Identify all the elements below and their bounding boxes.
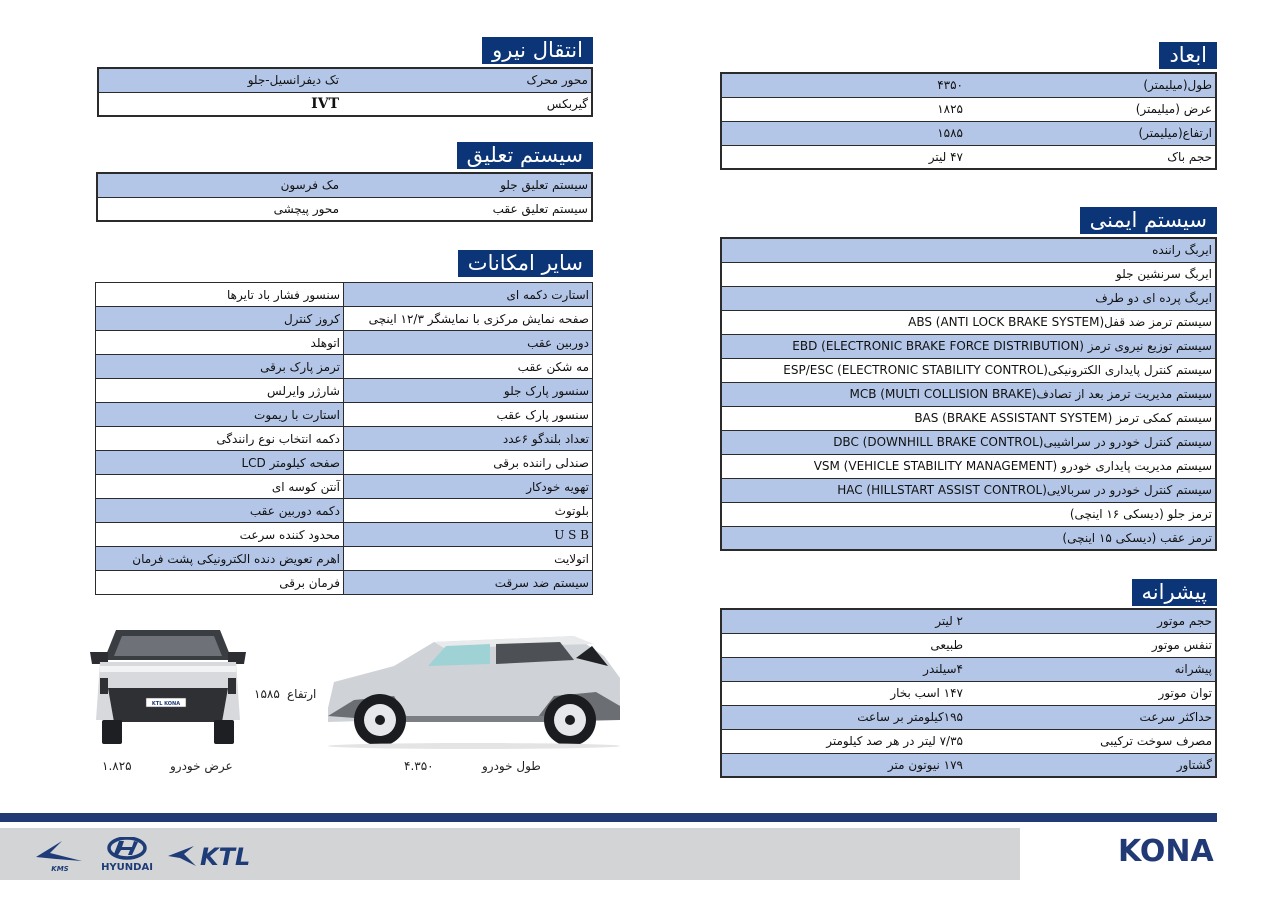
row-label: عرض (میلیمتر) xyxy=(966,97,1216,121)
table-row xyxy=(721,609,1216,633)
feature-cell: محدود کننده سرعت xyxy=(96,523,344,547)
row-label: حجم باک xyxy=(966,145,1216,169)
row-label: محور محرک xyxy=(342,68,592,92)
table-row xyxy=(97,173,592,197)
table-row xyxy=(96,427,593,451)
front-width-value: ۱.۸۲۵ xyxy=(102,759,132,773)
row-label: گیربکس xyxy=(342,92,592,116)
drivetrain-table xyxy=(97,67,593,117)
row-label: گشتاور xyxy=(966,753,1216,777)
front-width-label: عرض خودرو xyxy=(170,759,233,773)
feature-cell: سیستم ضد سرقت xyxy=(344,571,593,595)
table-row xyxy=(96,547,593,571)
safety-feature: سیستم کمکی ترمز (BAS (BRAKE ASSISTANT SYSTEM xyxy=(721,406,1216,430)
table-row xyxy=(721,430,1216,454)
other-features-section xyxy=(95,250,593,595)
other-features-title: سایر امکانات xyxy=(458,250,593,277)
feature-cell: اتولایت xyxy=(344,547,593,571)
model-name: KONA xyxy=(1118,834,1214,869)
suspension-table xyxy=(96,172,593,222)
car-side-illustration xyxy=(324,630,624,750)
table-row xyxy=(721,681,1216,705)
table-row xyxy=(96,475,593,499)
row-value: ۲ لیتر xyxy=(721,609,966,633)
feature-cell: صندلی راننده برقی xyxy=(344,451,593,475)
table-row xyxy=(721,286,1216,310)
table-row xyxy=(721,657,1216,681)
table-row xyxy=(96,571,593,595)
table-row xyxy=(98,68,592,92)
side-length-value: ۴.۳۵۰ xyxy=(404,759,434,773)
table-row xyxy=(721,310,1216,334)
table-row xyxy=(96,523,593,547)
kms-logo-text: KMS xyxy=(51,865,69,873)
safety-feature: سیستم کنترل خودرو در سراشیبی(DBC (DOWNHILL BRAKE CONTROL xyxy=(721,430,1216,454)
feature-cell: تعداد بلندگو ۶عدد xyxy=(344,427,593,451)
other-features-table xyxy=(95,282,593,595)
row-value: ۱۷۹ نیوتون متر xyxy=(721,753,966,777)
table-row xyxy=(721,753,1216,777)
row-value: IVT xyxy=(98,92,342,116)
feature-cell: فرمان برقی xyxy=(96,571,344,595)
row-value: ۱۵۸۵ xyxy=(721,121,966,145)
table-row xyxy=(721,406,1216,430)
feature-cell: صفحه نمایش مرکزی با نمایشگر ۱۲/۳ اینچی xyxy=(344,307,593,331)
front-height-label: ارتفاع xyxy=(287,687,317,701)
front-plate-text: KTL KONA xyxy=(151,701,181,707)
row-label: تنفس موتور xyxy=(966,633,1216,657)
safety-feature: ایربگ راننده xyxy=(721,238,1216,262)
row-label: ارتفاع(میلیمتر) xyxy=(966,121,1216,145)
safety-title: سیستم ایمنی xyxy=(1080,207,1217,234)
safety-feature: ترمز جلو (دیسکی ۱۶ اینچی) xyxy=(721,502,1216,526)
feature-cell: سنسور فشار باد تایرها xyxy=(96,283,344,307)
hyundai-logo-icon xyxy=(94,837,160,873)
row-value: ۱۸۲۵ xyxy=(721,97,966,121)
row-value: ۷/۳۵ لیتر در هر صد کیلومتر xyxy=(721,729,966,753)
feature-cell: دکمه دوربین عقب xyxy=(96,499,344,523)
dimensions-section xyxy=(720,42,1217,172)
table-row xyxy=(98,92,592,116)
table-row xyxy=(721,97,1216,121)
car-front-illustration xyxy=(86,622,250,746)
safety-feature: سیستم کنترل خودرو در سربالایی(HAC (HILLSTART ASSIST CONTROL xyxy=(721,478,1216,502)
ktl-logo-icon xyxy=(166,840,256,870)
ktl-logo-text: KTL xyxy=(200,843,251,870)
table-row xyxy=(721,238,1216,262)
row-label: حجم موتور xyxy=(966,609,1216,633)
safety-feature: ایربگ سرنشین جلو xyxy=(721,262,1216,286)
row-value: محور پیچشی xyxy=(97,197,342,221)
hyundai-logo-text: HYUNDAI xyxy=(101,862,153,873)
row-label: توان موتور xyxy=(966,681,1216,705)
footer-blue-bar xyxy=(0,813,1217,822)
feature-cell: دکمه انتخاب نوع رانندگی xyxy=(96,427,344,451)
dimensions-title: ابعاد xyxy=(1159,42,1217,69)
safety-feature: ایربگ پرده ای دو طرف xyxy=(721,286,1216,310)
safety-table xyxy=(720,237,1217,551)
table-row xyxy=(96,379,593,403)
feature-cell: سنسور پارک جلو xyxy=(344,379,593,403)
table-row xyxy=(721,73,1216,97)
feature-cell: آنتن کوسه ای xyxy=(96,475,344,499)
table-row xyxy=(721,633,1216,657)
dimensions-table xyxy=(720,72,1217,170)
row-value: تک دیفرانسیل-جلو xyxy=(98,68,342,92)
row-label: مصرف سوخت ترکیبی xyxy=(966,729,1216,753)
feature-cell: دوربین عقب xyxy=(344,331,593,355)
table-row xyxy=(721,145,1216,169)
engine-table xyxy=(720,608,1217,778)
table-row xyxy=(97,197,592,221)
drivetrain-title: انتقال نیرو xyxy=(482,37,593,64)
row-value: طبیعی xyxy=(721,633,966,657)
side-length-label: طول خودرو xyxy=(482,759,541,773)
table-row xyxy=(721,262,1216,286)
table-row xyxy=(96,403,593,427)
row-value: ۱۹۵کیلومتر بر ساعت xyxy=(721,705,966,729)
row-label: سیستم تعلیق جلو xyxy=(342,173,592,197)
table-row xyxy=(721,358,1216,382)
table-row xyxy=(721,526,1216,550)
drivetrain-section xyxy=(97,37,593,117)
row-value: مک فرسون xyxy=(97,173,342,197)
table-row xyxy=(721,121,1216,145)
table-row xyxy=(96,307,593,331)
row-label: پیشرانه xyxy=(966,657,1216,681)
safety-feature: سیستم توزیع نیروی ترمز (EBD (ELECTRONIC BRAKE FORCE DISTRIBUTION xyxy=(721,334,1216,358)
table-row xyxy=(96,355,593,379)
engine-title: پیشرانه xyxy=(1132,579,1217,606)
row-value: ۱۴۷ اسب بخار xyxy=(721,681,966,705)
suspension-section xyxy=(96,142,593,222)
safety-feature: سیستم مدیریت ترمز بعد از تصادف(MCB (MULTI COLLISION BRAKE xyxy=(721,382,1216,406)
row-value: ۴۷ لیتر xyxy=(721,145,966,169)
feature-cell: سنسور پارک عقب xyxy=(344,403,593,427)
feature-cell: اهرم تعویض دنده الکترونیکی پشت فرمان xyxy=(96,547,344,571)
front-height-value: ۱۵۸۵ xyxy=(254,687,280,701)
table-row xyxy=(721,705,1216,729)
feature-cell: استارت دکمه ای xyxy=(344,283,593,307)
engine-section xyxy=(720,579,1217,779)
table-row xyxy=(96,283,593,307)
safety-feature: سیستم مدیریت پایداری خودرو (VSM (VEHICLE STABILITY MANAGEMENT xyxy=(721,454,1216,478)
table-row xyxy=(721,334,1216,358)
kms-logo-icon xyxy=(34,837,86,873)
feature-cell: استارت با ریموت xyxy=(96,403,344,427)
feature-cell: مه شکن عقب xyxy=(344,355,593,379)
feature-cell: کروز کنترل xyxy=(96,307,344,331)
feature-cell: تهویه خودکار xyxy=(344,475,593,499)
row-label: سیستم تعلیق عقب xyxy=(342,197,592,221)
table-row xyxy=(721,454,1216,478)
feature-cell: شارژر وایرلس xyxy=(96,379,344,403)
table-row xyxy=(96,451,593,475)
row-value: ۴۳۵۰ xyxy=(721,73,966,97)
row-label: طول(میلیمتر) xyxy=(966,73,1216,97)
table-row xyxy=(96,331,593,355)
safety-feature: سیستم کنترل پایداری الکترونیکی(ESP/ESC (ELECTRONIC STABILITY CONTROL xyxy=(721,358,1216,382)
safety-feature: سیستم ترمز ضد قفل(ABS (ANTI LOCK BRAKE SYSTEM xyxy=(721,310,1216,334)
feature-cell: ترمز پارک برقی xyxy=(96,355,344,379)
safety-feature: ترمز عقب (دیسکی ۱۵ اینچی) xyxy=(721,526,1216,550)
row-label: حداکثر سرعت xyxy=(966,705,1216,729)
table-row xyxy=(96,499,593,523)
feature-cell: صفحه کیلومتر LCD xyxy=(96,451,344,475)
safety-section xyxy=(720,207,1217,552)
table-row xyxy=(721,729,1216,753)
table-row xyxy=(721,502,1216,526)
feature-cell: اتوهلد xyxy=(96,331,344,355)
table-row xyxy=(721,478,1216,502)
feature-cell: U S B xyxy=(344,523,593,547)
feature-cell: بلوتوث xyxy=(344,499,593,523)
suspension-title: سیستم تعلیق xyxy=(457,142,593,169)
table-row xyxy=(721,382,1216,406)
row-value: ۴سیلندر xyxy=(721,657,966,681)
